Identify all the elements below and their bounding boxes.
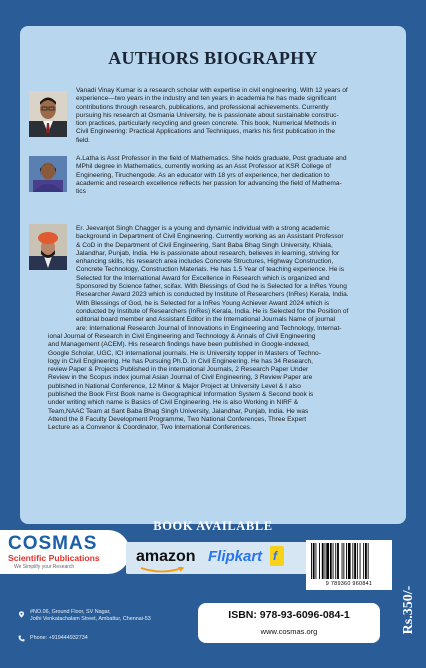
bio-jeevanjot: Er. Jeevanjot Singh Chagger is a young and dynamic individual with a strong academic background in Department of Civil Engineering. Currently working as an Assistant Professor & CoD in the Department of Civil Engineering, Sant Baba Bhag Singh University, Khiala, Jalandhar, Punjab, India. He is passionate about research, believes in learning, striving for enhancing skills, his research area includes Concrete Structures, Highway Construction, Concrete Technology, Construction Materials. He has 1.5 Year of teaching experience. He is Selected for the International Award for Excellence in Research which is organized and Sponsored by Science father, scifax. With Blessings of God he is Selected for a InRes Young Researcher Award 2023 which is conducted by Institute of Researchers (InRes) Kerala, India. With Blessings of God, he is Selected for a InRes Young Achiever Award 2024 which is conducted by Institute of Researchers (InRes) Kerala, India. He is Selected for the Position of editorial board member and Assistant Editor in the International Journals Name of journal are: International Research Journal of Innovations in Engineering and Technology, Internat- [76,225,349,332]
address-line-1: #NO.06, Ground Floor, SV Nagar, [30,609,111,615]
isbn-box [198,603,380,643]
publisher-logo-subtitle: Scientific Publications [8,553,100,563]
amazon-logo: amazon [136,548,196,565]
address-line-2: Jothi Venkatachalam Street, Ambattur, Chennai-53 [30,616,151,622]
author-photo-jeevanjot [29,224,67,270]
phone-icon [18,635,25,642]
publisher-logo-word: COSMAS [8,533,98,554]
flipkart-logo: Flipkart [208,548,263,565]
publisher-tagline: We Simplify your Research [14,564,75,570]
amazon-smile-icon [140,567,184,573]
page-title: AUTHORS BIOGRAPHY [108,48,318,68]
barcode-bars-icon [306,540,392,580]
flipkart-bag-icon: f [270,546,284,566]
location-pin-icon [18,611,25,618]
website-link[interactable]: www.cosmas.org [260,627,318,636]
barcode-number: 9 789360 960841 [325,581,373,587]
bio-latha: A.Latha is Asst Professor in the field of Mathematics. She holds graduate, Post graduate and MPhil degree in Mathematics, currently working as an Asst Professor at KSR College of Engineering, Tiruchengode. As an educator with 18 yrs of experience, her dedication to academic and research excellence reflects her passion for advancing the field of Mathema- tics [76,155,347,196]
phone-number: Phone: +919444932734 [30,635,88,641]
author-photo-vanadi [29,91,67,137]
price-label: Rs.350/- [401,585,416,635]
bio-jeevanjot-continued: ional Journal of Research in Civil Engineering and Technology & Annals of Civil Engineering and Management (ACEM). His research findings have been published in Google-indexed, Google Scholar, UGC, ICI international journals. He is University topper in Masters of Techno- logy in Civil Engineering. He has Pursuing Ph.D. in Civil Engineering. He has 34 Research, review Paper & Projects Published in the international Journals, 2 Research Paper Under Review in the Scopus index journal Asian Journal of Civil Engineering, 3 Review Paper are published in National Conference, 12 Minor & Major Project at University Level & I also published the Book First Book name is Geographical Information System & Second book is under writing which name is Basics of Civil Engineering. He is also Working in NIRF & Team,NAAC Team at Sant Baba Bhag Singh University, Jalandhar, Punjab, India. He was Attend the 8 Faculty Development Programme, Two National Conferences, Three Expert Lecture as a Convenor & Coordinator, Two International Conferences. [48,333,321,432]
book-available-heading: BOOK AVAILABLE [153,519,273,533]
publisher-logo [0,530,130,574]
author-photo-latha [29,156,67,192]
isbn-number: ISBN: 978-93-6096-084-1 [228,609,350,621]
isbn-barcode [306,540,392,590]
bio-vanadi: Vanadi Vinay Kumar is a research scholar with expertise in civil engineering. With 12 years of experience—two years in the industry and ten years in academia he has made significant contributions through research, publications, and professional achievements. Currently pursuing his research at Osmania University, he is passionate about sustainable construc- tion practices, particularly recycling and green concrete. This book, Numerical Methods in Civil Engineering: Practical Applications and Techniques, marks his first publication in the field. [76,87,348,144]
